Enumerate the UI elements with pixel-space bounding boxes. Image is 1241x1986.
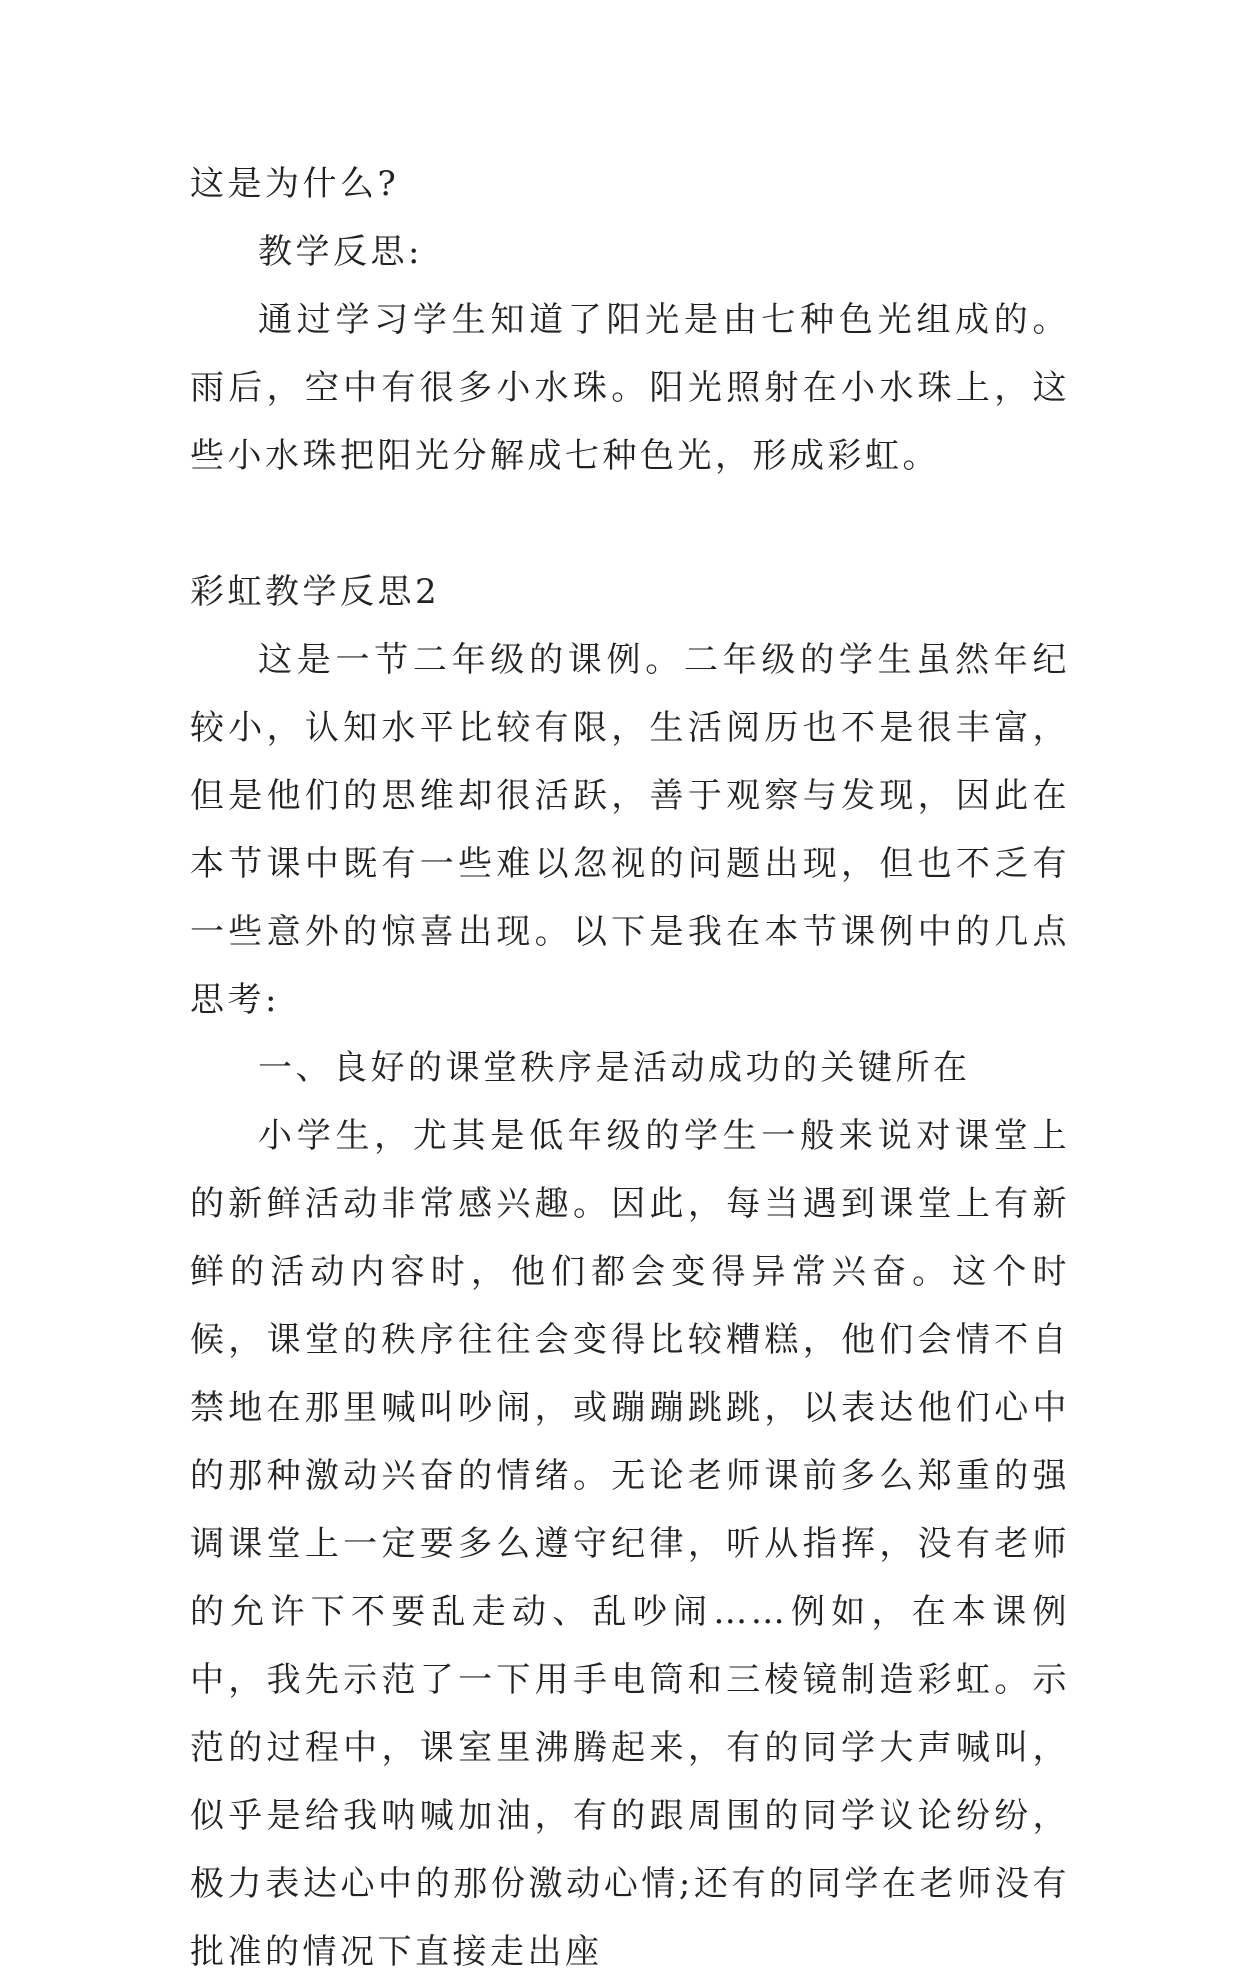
paragraph-point-heading: 一、良好的课堂秩序是活动成功的关键所在	[258, 1048, 971, 1088]
paragraph-lesson-intro: 这是一节二年级的课例。二年级的学生虽然年纪较小，认知水平比较有限，生活阅历也不是很丰富，但是他们的思维却很活跃，善于观察与发现，因此在本节课中既有一些难以忽视的问题出现，但也不乏有一些意外的惊喜出现。以下是我在本节课例中的几点思考:	[190, 640, 1070, 1020]
section-spacer	[190, 490, 1070, 558]
document-body	[190, 150, 1070, 1986]
section-title: 彩虹教学反思2	[190, 572, 441, 612]
paragraph-reflection-label: 教学反思:	[258, 232, 423, 272]
paragraph-classroom-order: 小学生，尤其是低年级的学生一般来说对课堂上的新鲜活动非常感兴趣。因此，每当遇到课堂上有新鲜的活动内容时，他们都会变得异常兴奋。这个时候，课堂的秩序往往会变得比较糟糕，他们会情不自禁地在那里喊叫吵闹，或蹦蹦跳跳，以表达他们心中的那种激动兴奋的情绪。无论老师课前多么郑重的强调课堂上一定要多么遵守纪律，听从指挥，没有老师的允许下不要乱走动、乱吵闹……例如，在本课例中，我先示范了一下用手电筒和三棱镜制造彩虹。示范的过程中，课室里沸腾起来，有的同学大声喊叫，似乎是给我呐喊加油，有的跟周围的同学议论纷纷，极力表达心中的那份激动心情;还有的同学在老师没有批准的情况下直接走出座	[190, 1116, 1070, 1972]
paragraph-rainbow-explanation: 通过学习学生知道了阳光是由七种色光组成的。雨后，空中有很多小水珠。阳光照射在小水珠上，这些小水珠把阳光分解成七种色光，形成彩虹。	[190, 300, 1070, 476]
paragraph-question: 这是为什么?	[190, 164, 400, 204]
